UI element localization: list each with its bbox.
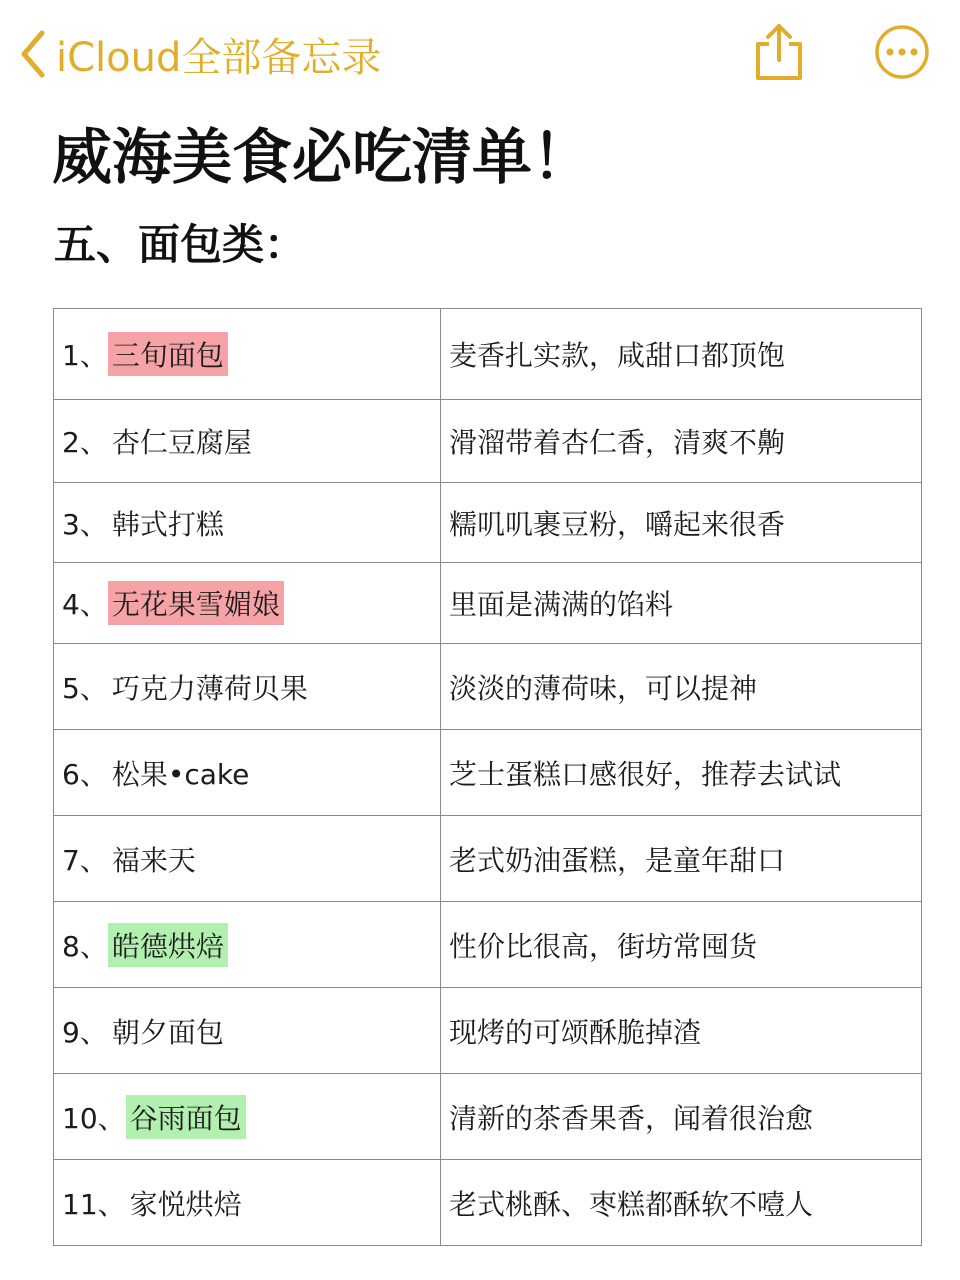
bakery-description: 老式奶油蛋糕，是童年甜口: [441, 816, 922, 902]
bakery-name: 韩式打糕: [111, 507, 224, 541]
table-row: [54, 816, 922, 902]
row-number: 7、: [62, 843, 108, 877]
row-number: 6、: [62, 757, 108, 791]
bakery-name: 福来天: [111, 843, 196, 877]
table-row: [54, 1160, 922, 1246]
row-number: 9、: [62, 1015, 108, 1049]
table-row: [54, 644, 922, 730]
bakery-table: [53, 308, 922, 1246]
bakery-description: 芝士蛋糕口感很好，推荐去试试: [441, 730, 922, 816]
bakery-description: 糯叽叽裹豆粉，嚼起来很香: [441, 483, 922, 563]
row-number: 5、: [62, 671, 108, 705]
bakery-name: 巧克力薄荷贝果: [111, 671, 308, 705]
back-button[interactable]: [18, 26, 381, 82]
bakery-name-cell: [54, 483, 441, 563]
table-row: [54, 309, 922, 400]
navigation-bar: [0, 0, 960, 100]
bakery-description: 里面是满满的馅料: [441, 563, 922, 644]
note-title: 威海美食必吃清单！: [52, 123, 592, 193]
table-row: [54, 400, 922, 483]
bakery-name-cell: [54, 988, 441, 1074]
bakery-name-cell: [54, 1160, 441, 1246]
bakery-description: 现烤的可颂酥脆掉渣: [441, 988, 922, 1074]
bakery-description: 性价比很高，街坊常囤货: [441, 902, 922, 988]
row-number: 2、: [62, 426, 108, 459]
table-row: [54, 902, 922, 988]
bakery-description: 滑溜带着杏仁香，清爽不齁: [441, 400, 922, 483]
bakery-name-cell: [54, 400, 441, 483]
row-number: 10、: [62, 1101, 126, 1135]
bakery-description: 淡淡的薄荷味，可以提神: [441, 644, 922, 730]
bakery-name: 朝夕面包: [111, 1015, 224, 1049]
table-row: [54, 1074, 922, 1160]
bakery-name: 皓德烘焙: [108, 923, 228, 967]
table-row: [54, 988, 922, 1074]
bakery-name: 谷雨面包: [126, 1095, 246, 1139]
bakery-name-cell: [54, 1074, 441, 1160]
bakery-name: 家悦烘焙: [129, 1187, 242, 1221]
row-number: 11、: [62, 1187, 126, 1221]
bakery-description: 老式桃酥、枣糕都酥软不噎人: [441, 1160, 922, 1246]
bakery-name: 无花果雪媚娘: [108, 581, 284, 625]
bakery-name-cell: [54, 563, 441, 644]
share-icon: [752, 22, 806, 82]
row-number: 4、: [62, 588, 108, 621]
bakery-name: 三旬面包: [108, 332, 228, 376]
bakery-name-cell: [54, 902, 441, 988]
section-heading: 五、面包类：: [54, 220, 307, 269]
row-number: 1、: [62, 339, 108, 372]
table-row: [54, 730, 922, 816]
more-button[interactable]: [874, 24, 930, 80]
bakery-name-cell: [54, 644, 441, 730]
more-icon: [874, 24, 930, 80]
bakery-name: 松果•cake: [111, 757, 250, 791]
share-button[interactable]: [752, 22, 806, 82]
bakery-description: 麦香扎实款，咸甜口都顶饱: [441, 309, 922, 400]
table-row: [54, 483, 922, 563]
chevron-left-icon: [18, 29, 48, 79]
row-number: 8、: [62, 929, 108, 963]
bakery-name: 杏仁豆腐屋: [111, 426, 252, 459]
bakery-name-cell: [54, 816, 441, 902]
row-number: 3、: [62, 507, 108, 541]
back-label: iCloud全部备忘录: [56, 34, 382, 81]
bakery-name-cell: [54, 309, 441, 400]
table-row: [54, 563, 922, 644]
bakery-name-cell: [54, 730, 441, 816]
bakery-description: 清新的茶香果香，闻着很治愈: [441, 1074, 922, 1160]
